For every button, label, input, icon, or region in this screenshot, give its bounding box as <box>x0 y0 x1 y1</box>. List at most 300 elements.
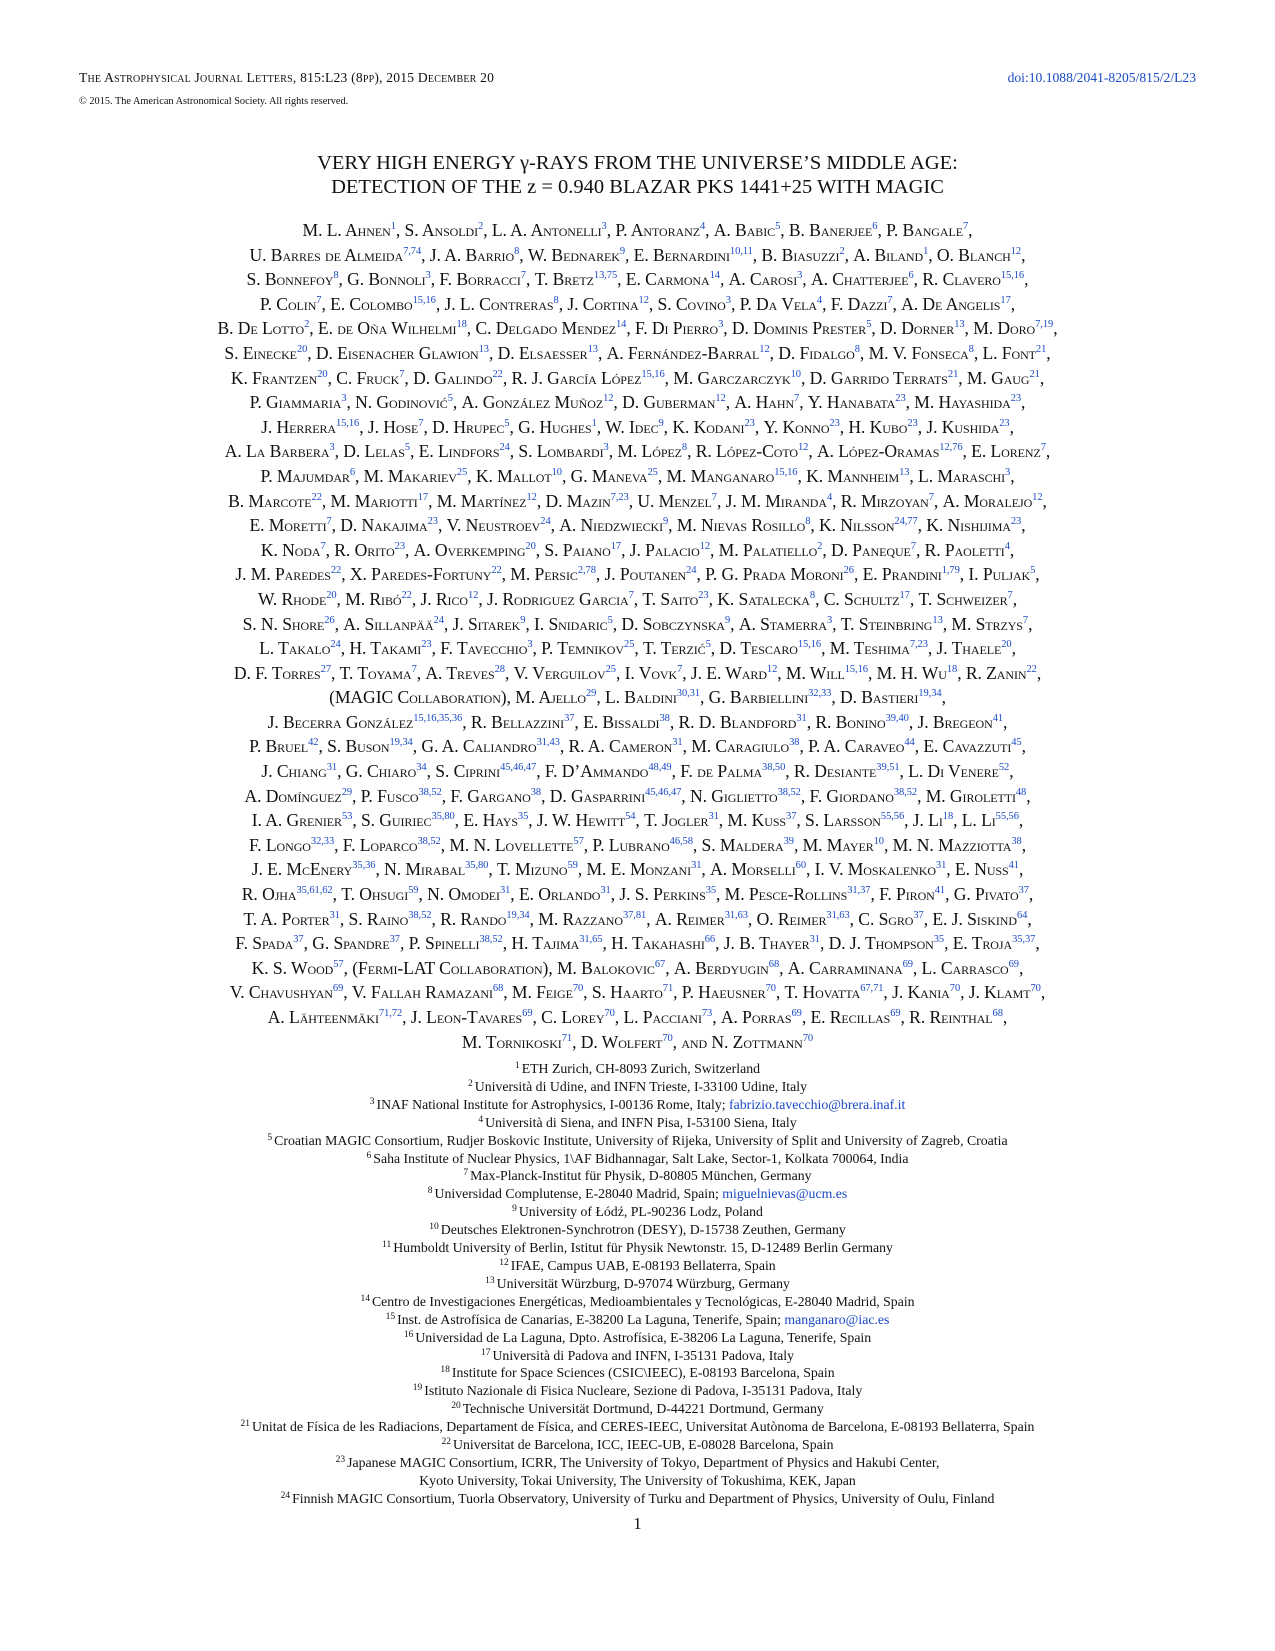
affiliation-ref-link[interactable]: 23 <box>999 417 1010 429</box>
affiliation-ref-link[interactable]: 31,63 <box>724 909 748 921</box>
author-name: D. Nakajima <box>340 515 428 536</box>
affiliation-ref-link[interactable]: 44 <box>904 737 915 749</box>
affiliation-ref-link[interactable]: 15,16 <box>641 368 665 380</box>
affiliation-ref-link[interactable]: 7 <box>962 221 969 232</box>
affiliation-text: Kyoto University, Tokai University, The University of Tokushima, KEK, Japan <box>419 1472 856 1488</box>
affiliation-ref-link[interactable]: 3 <box>826 614 833 626</box>
affiliation-ref-link[interactable]: 9 <box>619 245 626 257</box>
affiliation-ref-link[interactable]: 3 <box>718 319 724 331</box>
affiliation-ref-link[interactable]: 23 <box>1010 516 1022 528</box>
affiliation-ref-link[interactable]: 41 <box>1008 860 1019 872</box>
affiliation-ref-link[interactable]: 3 <box>329 442 335 454</box>
affiliation-ref-link[interactable]: 5 <box>607 614 613 626</box>
affiliation-ref-link[interactable]: 1,79 <box>941 565 960 577</box>
affiliation-ref-link[interactable]: 3 <box>1005 466 1011 478</box>
affiliation-ref-link[interactable]: 1 <box>390 221 396 232</box>
affiliation-ref-link[interactable]: 12 <box>467 589 479 601</box>
affiliation-ref-link[interactable]: 9 <box>725 614 731 626</box>
affiliation-ref-link[interactable]: 5 <box>504 417 510 429</box>
affiliation-ref-link[interactable]: 18 <box>946 663 958 675</box>
affiliation-ref-link[interactable]: 57 <box>333 958 344 970</box>
affiliation-ref-link[interactable]: 7,74 <box>403 245 422 257</box>
affiliation-ref-link[interactable]: 31 <box>708 811 719 823</box>
author-name: C. Fruck <box>336 367 400 388</box>
affiliation-ref-link[interactable]: 13 <box>899 466 910 478</box>
author-name: E. Troja <box>952 933 1013 954</box>
affiliation-ref-link[interactable]: 13 <box>954 319 965 331</box>
affiliation-ref-link[interactable]: 35,80 <box>431 811 455 823</box>
affiliation-ref-link[interactable]: 37,81 <box>622 909 647 921</box>
affiliation-ref-link[interactable]: 20 <box>1001 639 1012 651</box>
author-name: J. M. Paredes <box>235 564 331 585</box>
affiliation-ref-link[interactable]: 22 <box>491 565 502 577</box>
affiliation-ref-link[interactable]: 12 <box>766 663 778 675</box>
affiliation-ref-link[interactable]: 26 <box>324 614 335 626</box>
affiliation-ref-link[interactable]: 35,61,62 <box>296 885 333 897</box>
affiliation-line <box>60 1257 1215 1275</box>
affiliation-ref-link[interactable]: 7 <box>1040 442 1046 454</box>
affiliation-ref-link[interactable]: 29 <box>586 688 597 700</box>
author-line: K. Frantzen$^{20}$, C. Fruck$^7$, D. Galindo$^{22}$, R. J. García López$^{15,16}$, M. Garczarczyk$^{10}$, D. Garrido Terrats$^{21}$, M. Gaug$^{21}$, <box>230 367 1045 388</box>
affiliation-ref-link[interactable]: 38,52 <box>893 786 918 798</box>
affiliation-ref-link[interactable]: 59 <box>567 860 578 872</box>
affiliation-text: INAF National Institute for Astrophysics, I-00136 Rome, Italy; <box>376 1096 730 1112</box>
affiliation-ref-link[interactable]: 25 <box>647 466 658 478</box>
affiliation-ref-link[interactable]: 4 <box>826 491 833 503</box>
affiliation-ref-link[interactable]: 3 <box>425 270 431 282</box>
affiliation-ref-link[interactable]: 12 <box>798 442 809 454</box>
affiliation-ref-link[interactable]: 23 <box>907 417 918 429</box>
affiliation-ref-link[interactable]: 7 <box>910 540 916 552</box>
affiliation-ref-link[interactable]: 35 <box>933 934 945 946</box>
affiliation-ref-link[interactable]: 8 <box>553 294 559 306</box>
affiliation-ref-link[interactable]: 69 <box>902 958 913 970</box>
author-name: J. Li <box>912 810 943 831</box>
affiliation-ref-link[interactable]: 32,33 <box>310 835 335 847</box>
affiliation-ref-link[interactable]: 41 <box>992 712 1004 724</box>
affiliation-ref-link[interactable]: 31 <box>600 885 611 897</box>
affiliation-ref-link[interactable]: 45,46,47 <box>645 786 682 798</box>
affiliation-ref-link[interactable]: 25 <box>605 663 616 675</box>
affiliation-ref-link[interactable]: 12 <box>759 343 770 355</box>
affiliation-ref-link[interactable]: 12 <box>638 294 649 306</box>
affiliation-ref-link[interactable]: 52 <box>998 762 1010 774</box>
affiliation-ref-link[interactable]: 70 <box>604 1008 615 1019</box>
affiliation-ref-link[interactable]: 3 <box>527 639 533 651</box>
doi-link[interactable]: doi:10.1088/2041-8205/815/2/L23 <box>1007 70 1196 85</box>
affiliation-ref-link[interactable]: 2 <box>304 319 310 331</box>
affiliation-ref-link[interactable]: 70 <box>662 1032 673 1044</box>
affiliation-ref-link[interactable]: 19,34 <box>506 909 530 921</box>
affiliation-ref-link[interactable]: 7 <box>628 589 634 601</box>
author-name: A. Chatterjee <box>810 269 909 290</box>
author-name: K. Frantzen <box>230 367 318 388</box>
affiliation-ref-link[interactable]: 5 <box>447 393 453 405</box>
affiliation-ref-link[interactable]: 31 <box>326 762 338 774</box>
affiliation-ref-link[interactable]: 5 <box>866 319 872 331</box>
affiliation-number: 10 <box>429 1222 439 1233</box>
affiliation-ref-link[interactable]: 67 <box>654 958 666 970</box>
author-name: J. Kania <box>892 982 950 1003</box>
affiliation-ref-link[interactable]: 38 <box>1011 835 1022 847</box>
author-name: A. Biland <box>853 244 924 265</box>
affiliation-ref-link[interactable]: 7 <box>794 393 800 405</box>
affiliation-ref-link[interactable]: 48,49 <box>648 762 672 774</box>
affiliation-ref-link[interactable]: 18 <box>942 811 954 823</box>
affiliation-ref-link[interactable]: 7 <box>520 270 526 282</box>
affiliation-ref-link[interactable]: 7 <box>711 491 717 503</box>
affiliation-ref-link[interactable]: 5 <box>705 639 711 651</box>
email-link[interactable]: manganaro@iac.es <box>784 1311 890 1327</box>
affiliation-ref-link[interactable]: 17 <box>1000 294 1011 306</box>
affiliation-ref-link[interactable]: 21 <box>1029 368 1040 380</box>
affiliation-ref-link[interactable]: 8 <box>854 343 860 355</box>
affiliation-ref-link[interactable]: 13 <box>587 343 598 355</box>
affiliation-ref-link[interactable]: 73 <box>701 1008 713 1019</box>
affiliation-ref-link[interactable]: 26 <box>843 565 854 577</box>
affiliation-ref-link[interactable]: 4 <box>816 294 823 306</box>
affiliation-ref-link[interactable]: 8 <box>681 442 688 454</box>
affiliation-ref-link[interactable]: 67,71 <box>860 983 884 995</box>
affiliation-ref-link[interactable]: 28 <box>494 663 505 675</box>
author-name: M. Feige <box>511 982 573 1003</box>
affiliation-ref-link[interactable]: 70 <box>572 983 584 995</box>
affiliation-ref-link[interactable]: 39,40 <box>885 712 909 724</box>
author-name: J. S. Perkins <box>619 884 706 905</box>
affiliation-ref-link[interactable]: 37 <box>389 934 400 946</box>
affiliation-ref-link[interactable]: 7 <box>1022 614 1029 626</box>
affiliation-ref-link[interactable]: 10,11 <box>729 245 753 257</box>
affiliation-ref-link[interactable]: 29 <box>341 786 353 798</box>
affiliation-ref-link[interactable]: 37 <box>293 934 304 946</box>
affiliation-ref-link[interactable]: 37 <box>786 811 797 823</box>
affiliation-ref-link[interactable]: 35,36 <box>352 860 376 872</box>
affiliation-ref-link[interactable]: 70 <box>802 1032 814 1044</box>
affiliation-ref-link[interactable]: 18 <box>456 319 467 331</box>
affiliation-ref-link[interactable]: 8 <box>333 270 339 282</box>
affiliation-ref-link[interactable]: 5 <box>404 442 411 454</box>
affiliation-ref-link[interactable]: 5 <box>775 221 781 232</box>
affiliation-text: Universidad de La Laguna, Dpto. Astrofísica, E-38206 La Laguna, Tenerife, Spain <box>415 1329 872 1345</box>
email-link[interactable]: miguelnievas@ucm.es <box>722 1186 848 1202</box>
affiliation-ref-link[interactable]: 7 <box>320 540 326 552</box>
affiliation-ref-link[interactable]: 37 <box>564 712 575 724</box>
affiliation-ref-link[interactable]: 22 <box>311 491 322 503</box>
affiliation-ref-link[interactable]: 15,16 <box>335 417 360 429</box>
author-name: D. Lelas <box>343 441 405 462</box>
author-name: L. Maraschi <box>918 465 1006 486</box>
affiliation-ref-link[interactable]: 7,23 <box>610 491 629 503</box>
affiliation-ref-link[interactable]: 31 <box>809 934 820 946</box>
author-name: F. Longo <box>248 834 311 855</box>
affiliation-line <box>60 1436 1215 1454</box>
affiliation-ref-link[interactable]: 7 <box>1007 589 1013 601</box>
author-line: S. N. Shore$^{26}$, A. Sillanpää$^{24}$, J. Sitarek$^9$, I. Snidaric$^5$, D. Sobczynska$^9$, A. Stamerra$^3$, T. Steinbring$^{13}$, M. Strzys$^7$, <box>242 613 1033 634</box>
affiliation-ref-link[interactable]: 60 <box>795 860 807 872</box>
affiliation-ref-link[interactable]: 35,80 <box>465 860 489 872</box>
affiliation-ref-link[interactable]: 31 <box>796 712 807 724</box>
affiliation-ref-link[interactable]: 31,63 <box>826 909 850 921</box>
affiliation-ref-link[interactable]: 8 <box>514 245 520 257</box>
affiliation-ref-link[interactable]: 71 <box>662 983 674 995</box>
affiliation-ref-link[interactable]: 35 <box>705 885 717 897</box>
author-name: M. V. Fonseca <box>868 342 969 363</box>
affiliation-ref-link[interactable]: 38,52 <box>777 786 801 798</box>
affiliation-ref-link[interactable]: 69 <box>1008 958 1019 970</box>
affiliation-ref-link[interactable]: 15,16,35,36 <box>413 712 463 724</box>
affiliation-ref-link[interactable]: 23 <box>829 417 840 429</box>
author-name: A. Porras <box>720 1007 792 1027</box>
affiliation-ref-link[interactable]: 12,76 <box>939 442 963 454</box>
affiliation-ref-link[interactable]: 15,16 <box>774 466 798 478</box>
affiliation-ref-link[interactable]: 24 <box>330 639 341 651</box>
affiliation-ref-link[interactable]: 23 <box>698 589 709 601</box>
affiliation-ref-link[interactable]: 3 <box>341 393 347 405</box>
affiliation-ref-link[interactable]: 66 <box>704 934 716 946</box>
affiliation-ref-link[interactable]: 24 <box>540 516 551 528</box>
affiliation-ref-link[interactable]: 68 <box>768 958 780 970</box>
affiliation-ref-link[interactable]: 14 <box>709 270 720 282</box>
affiliation-ref-link[interactable]: 20 <box>317 368 328 380</box>
affiliation-ref-link[interactable]: 31 <box>935 860 947 872</box>
author-name: H. Kubo <box>848 416 908 437</box>
affiliation-ref-link[interactable]: 57 <box>573 835 584 847</box>
affiliation-ref-link[interactable]: 70 <box>949 983 961 995</box>
affiliation-ref-link[interactable]: 31,43 <box>536 737 560 749</box>
affiliation-ref-link[interactable]: 17 <box>899 589 910 601</box>
affiliation-ref-link[interactable]: 38 <box>659 712 670 724</box>
affiliation-ref-link[interactable]: 21 <box>1035 343 1047 355</box>
affiliation-ref-link[interactable]: 34 <box>416 762 427 774</box>
affiliation-ref-link[interactable]: 24,77 <box>894 516 918 528</box>
affiliation-ref-link[interactable]: 22 <box>492 368 503 380</box>
affiliation-ref-link[interactable]: 24 <box>686 565 697 577</box>
affiliation-ref-link[interactable]: 3 <box>601 221 607 232</box>
affiliation-ref-link[interactable]: 12 <box>699 540 711 552</box>
affiliation-ref-link[interactable]: 8 <box>805 516 811 528</box>
affiliation-ref-link[interactable]: 2 <box>839 245 845 257</box>
affiliation-ref-link[interactable]: 12 <box>715 393 726 405</box>
affiliation-ref-link[interactable]: 17 <box>417 491 429 503</box>
affiliation-ref-link[interactable]: 48 <box>1015 786 1027 798</box>
affiliation-ref-link[interactable]: 23 <box>1010 393 1022 405</box>
author-name: F. D’Ammando <box>544 761 649 782</box>
affiliation-ref-link[interactable]: 7 <box>316 294 322 306</box>
affiliation-ref-link[interactable]: 27 <box>320 663 331 675</box>
affiliation-ref-link[interactable]: 25 <box>623 639 635 651</box>
affiliation-ref-link[interactable]: 55,56 <box>995 811 1019 823</box>
author-name: A. Moralejo <box>942 490 1033 511</box>
affiliation-ref-link[interactable]: 71,72 <box>378 1008 403 1019</box>
affiliation-ref-link[interactable]: 69 <box>522 1008 533 1019</box>
affiliation-ref-link[interactable]: 1 <box>591 417 597 429</box>
affiliation-ref-link[interactable]: 45 <box>1011 737 1022 749</box>
affiliation-ref-link[interactable]: 8 <box>968 343 974 355</box>
author-name: M. Persic <box>510 564 578 585</box>
affiliation-ref-link[interactable]: 22 <box>1026 663 1037 675</box>
affiliation-ref-link[interactable]: 9 <box>658 417 664 429</box>
affiliation-ref-link[interactable]: 55,56 <box>880 811 905 823</box>
affiliation-ref-link[interactable]: 39,51 <box>876 762 900 774</box>
affiliation-ref-link[interactable]: 7,19 <box>1035 319 1054 331</box>
author-name: M. Teshima <box>829 638 910 659</box>
affiliation-ref-link[interactable]: 3 <box>725 294 731 306</box>
author-name: M. N. Mazziotta <box>892 834 1012 855</box>
affiliation-ref-link[interactable]: 7,23 <box>909 639 928 651</box>
affiliation-ref-link[interactable]: 6 <box>908 270 914 282</box>
affiliation-ref-link[interactable]: 2 <box>478 221 484 232</box>
author-name: S. Larsson <box>805 810 881 831</box>
affiliation-ref-link[interactable]: 10 <box>873 835 884 847</box>
affiliation-ref-link[interactable]: 69 <box>890 1008 901 1019</box>
affiliation-ref-link[interactable]: 37 <box>1018 885 1029 897</box>
affiliation-ref-link[interactable]: 19,34 <box>389 737 413 749</box>
affiliation-ref-link[interactable]: 41 <box>934 885 946 897</box>
author-name: A. La Barbera <box>224 441 330 462</box>
author-name: J. Klamt <box>968 982 1031 1003</box>
author-name: A. Sillanpää <box>343 613 434 634</box>
author-name: J. Becerra González <box>267 711 414 732</box>
affiliation-text: IFAE, Campus UAB, E-08193 Bellaterra, Spain <box>510 1257 776 1273</box>
author-name: and N. Zottmann <box>681 1031 803 1052</box>
affiliation-ref-link[interactable]: 21 <box>947 368 959 380</box>
affiliation-ref-link[interactable]: 7 <box>928 491 934 503</box>
affiliation-ref-link[interactable]: 42 <box>308 737 319 749</box>
affiliation-ref-link[interactable]: 38,52 <box>418 786 442 798</box>
affiliation-ref-link[interactable]: 23 <box>421 639 432 651</box>
affiliation-ref-link[interactable]: 2,78 <box>577 565 596 577</box>
affiliation-ref-link[interactable]: 38 <box>530 786 542 798</box>
author-name: J. Sitarek <box>452 613 521 634</box>
affiliation-ref-link[interactable]: 6 <box>349 466 356 478</box>
email-link[interactable]: fabrizio.tavecchio@brera.inaf.it <box>729 1096 906 1112</box>
author-name: E. Colombo <box>330 293 413 314</box>
affiliation-ref-link[interactable]: 13 <box>478 343 489 355</box>
affiliation-number: 1 <box>514 1061 520 1071</box>
affiliation-ref-link[interactable]: 70 <box>1030 983 1041 995</box>
author-name: R. Orito <box>334 539 395 560</box>
affiliation-ref-link[interactable]: 20 <box>326 589 337 601</box>
affiliation-ref-link[interactable]: 69 <box>332 983 344 995</box>
affiliation-ref-link[interactable]: 20 <box>296 343 308 355</box>
author-name: E. Moretti <box>249 515 327 536</box>
affiliation-ref-link[interactable]: 15,16 <box>844 663 868 675</box>
affiliation-ref-link[interactable]: 7 <box>326 516 332 528</box>
affiliation-ref-link[interactable]: 20 <box>525 540 536 552</box>
affiliation-ref-link[interactable]: 45,46,47 <box>500 762 537 774</box>
affiliation-ref-link[interactable]: 4 <box>1004 540 1010 552</box>
author-name: D. Sobczynska <box>621 613 725 634</box>
affiliation-ref-link[interactable]: 23 <box>744 417 755 429</box>
affiliation-ref-link[interactable]: 15,16 <box>1000 270 1025 282</box>
author-name: E. Hays <box>463 810 518 831</box>
affiliation-ref-link[interactable]: 13 <box>932 614 943 626</box>
author-line: S. Bonnefoy$^8$, G. Bonnoli$^3$, F. Borracci$^7$, T. Bretz$^{13,75}$, E. Carmona$^{14}$, A. Carosi$^3$, A. Chatterjee$^6$, R. Clavero$^{15,16}$, <box>246 269 1029 290</box>
affiliation-ref-link[interactable]: 31,65 <box>579 934 603 946</box>
affiliation-ref-link[interactable]: 22 <box>330 565 342 577</box>
affiliation-ref-link[interactable]: 68 <box>992 1008 1003 1019</box>
affiliation-ref-link[interactable]: 38,50 <box>762 762 786 774</box>
affiliation-line <box>60 1078 1215 1096</box>
affiliation-ref-link[interactable]: 30,31 <box>676 688 701 700</box>
affiliation-ref-link[interactable]: 70 <box>765 983 776 995</box>
affiliation-ref-link[interactable]: 9 <box>520 614 526 626</box>
affiliation-ref-link[interactable]: 38,52 <box>479 934 503 946</box>
affiliation-ref-link[interactable]: 24 <box>499 442 510 454</box>
affiliation-ref-link[interactable]: 31 <box>672 737 683 749</box>
affiliation-ref-link[interactable]: 35 <box>517 811 529 823</box>
affiliation-ref-link[interactable]: 37 <box>913 909 924 921</box>
affiliation-ref-link[interactable]: 39 <box>783 835 794 847</box>
affiliation-ref-link[interactable]: 64 <box>1016 909 1028 921</box>
affiliation-ref-link[interactable]: 38,52 <box>417 835 441 847</box>
affiliation-ref-link[interactable]: 13,75 <box>593 270 618 282</box>
affiliation-ref-link[interactable]: 31 <box>691 860 702 872</box>
affiliation-ref-link[interactable]: 3 <box>603 442 609 454</box>
affiliation-ref-link[interactable]: 7 <box>418 417 424 429</box>
author-line: R. Ojha$^{35,61,62}$, T. Ohsugi$^{59}$, N. Omodei$^{31}$, E. Orlando$^{31}$, J. S. Perkins$^{35}$, M. Pesce-Rollins$^{31,37}$, F. Piron$^{41}$, G. Pivato$^{37}$, <box>241 884 1034 905</box>
affiliation-ref-link[interactable]: 8 <box>809 589 816 601</box>
affiliation-ref-link[interactable]: 10 <box>790 368 801 380</box>
affiliation-ref-link[interactable]: 35,37 <box>1012 934 1036 946</box>
affiliation-ref-link[interactable]: 68 <box>492 983 504 995</box>
affiliation-ref-link[interactable]: 15,16 <box>797 639 822 651</box>
affiliation-ref-link[interactable]: 14 <box>616 319 627 331</box>
affiliation-ref-link[interactable]: 25 <box>456 466 468 478</box>
affiliation-ref-link[interactable]: 69 <box>791 1008 802 1019</box>
affiliation-ref-link[interactable]: 38,52 <box>408 909 432 921</box>
affiliation-ref-link[interactable]: 9 <box>663 516 669 528</box>
affiliation-ref-link[interactable]: 6 <box>872 221 878 232</box>
affiliation-ref-link[interactable]: 38 <box>789 737 800 749</box>
affiliation-ref-link[interactable]: 15,16 <box>412 294 436 306</box>
affiliation-ref-link[interactable]: 2 <box>817 540 823 552</box>
affiliation-ref-link[interactable]: 12 <box>603 393 614 405</box>
affiliation-ref-link[interactable]: 12 <box>1032 491 1043 503</box>
affiliation-ref-link[interactable]: 32,33 <box>808 688 832 700</box>
affiliation-ref-link[interactable]: 59 <box>408 885 419 897</box>
affiliation-ref-link[interactable]: 7 <box>399 368 405 380</box>
affiliation-ref-link[interactable]: 31,37 <box>847 885 871 897</box>
affiliation-ref-link[interactable]: 7 <box>411 663 417 675</box>
affiliation-ref-link[interactable]: 5 <box>1030 565 1036 577</box>
author-name: R. A. Cameron <box>568 736 673 757</box>
affiliation-ref-link[interactable]: 54 <box>625 811 636 823</box>
affiliation-ref-link[interactable]: 10 <box>551 466 562 478</box>
affiliation-ref-link[interactable]: 31 <box>499 885 511 897</box>
affiliation-ref-link[interactable]: 17 <box>610 540 622 552</box>
affiliation-ref-link[interactable]: 12 <box>1010 245 1022 257</box>
affiliation-ref-link[interactable]: 23 <box>427 516 438 528</box>
affiliation-ref-link[interactable]: 24 <box>433 614 444 626</box>
affiliation-ref-link[interactable]: 31 <box>329 909 340 921</box>
affiliation-text: Universitat de Barcelona, ICC, IEEC-UB, E-08028 Barcelona, Spain <box>453 1437 834 1453</box>
affiliation-ref-link[interactable]: 22 <box>401 589 412 601</box>
affiliation-ref-link[interactable]: 1 <box>923 245 929 257</box>
affiliation-ref-link[interactable]: 4 <box>699 221 706 232</box>
affiliation-ref-link[interactable]: 7 <box>677 663 683 675</box>
affiliation-ref-link[interactable]: 46,58 <box>669 835 693 847</box>
affiliation-ref-link[interactable]: 12 <box>526 491 537 503</box>
affiliation-ref-link[interactable]: 53 <box>341 811 353 823</box>
affiliation-ref-link[interactable]: 7 <box>887 294 893 306</box>
author-name: T. Jogler <box>644 810 709 831</box>
affiliation-ref-link[interactable]: 19,34 <box>918 688 942 700</box>
affiliation-ref-link[interactable]: 23 <box>394 540 406 552</box>
affiliation-ref-link[interactable]: 23 <box>895 393 906 405</box>
affiliation-ref-link[interactable]: 3 <box>797 270 803 282</box>
affiliation-ref-link[interactable]: 71 <box>561 1032 573 1044</box>
